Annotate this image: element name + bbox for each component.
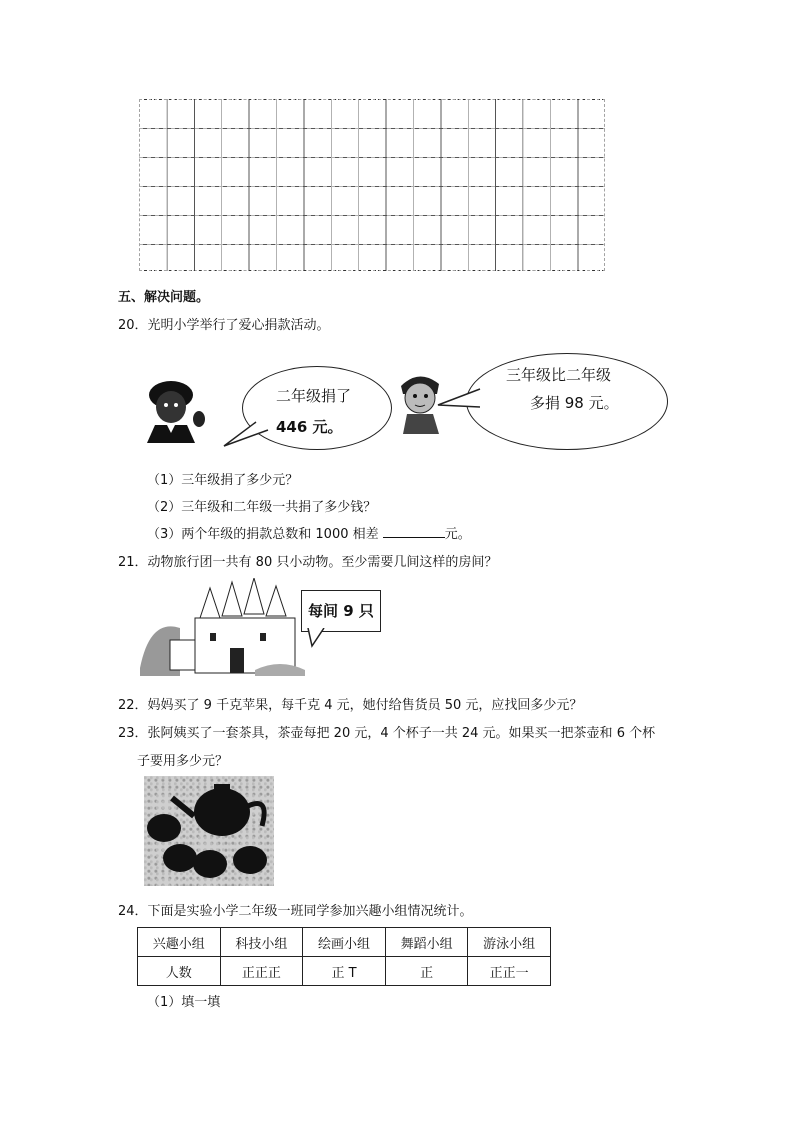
table-header-row [138, 928, 551, 957]
table-cell: 正 [385, 957, 468, 986]
tea-set-illustration [144, 776, 274, 886]
bubble-right-line1: 三年级比二年级 [506, 366, 612, 384]
castle-illustration [140, 578, 310, 678]
bubble-right-tail [436, 385, 482, 415]
bubble-left-line2: 446 元。 [276, 418, 343, 436]
sub3-suffix: 元。 [444, 527, 471, 542]
question-23-stem-line1: 23．张阿姨买了一套茶具，茶壶每把 20 元，4 个杯子一共 24 元。如果买一把茶壶和 6 个杯 [118, 726, 656, 741]
question-22-stem: 22．妈妈买了 9 千克苹果，每千克 4 元，她付给售货员 50 元，应找回多少元？ [118, 698, 583, 713]
question-20-sub2: （2）三年级和二年级一共捐了多少钱？ [147, 500, 377, 515]
table-header-cell: 游泳小组 [468, 928, 551, 957]
table-cell: 人数 [138, 957, 221, 986]
table-header-cell: 绘画小组 [303, 928, 386, 957]
question-20-sub1: （1）三年级捐了多少元？ [147, 473, 299, 488]
table-header-cell: 科技小组 [220, 928, 303, 957]
table-cell: 正正一 [468, 957, 551, 986]
question-24-stem: 24．下面是实验小学二年级一班同学参加兴趣小组情况统计。 [118, 904, 473, 919]
table-cell: 正 T [303, 957, 386, 986]
bubble-left-line1: 二年级捐了 [276, 387, 352, 405]
section-title: 五、解决问题。 [118, 290, 210, 305]
bubble-left-tail [220, 420, 270, 450]
table-header-cell: 舞蹈小组 [385, 928, 468, 957]
question-20-sub3 [147, 523, 471, 542]
table-cell: 正正正 [220, 957, 303, 986]
bubble-right-line2: 多捐 98 元。 [530, 394, 619, 412]
sub3-prefix: （3）两个年级的捐款总数和 1000 相差 [147, 527, 379, 542]
interest-group-table [137, 927, 551, 986]
sign-tail [304, 628, 328, 648]
writing-grid [139, 99, 605, 271]
question-23-stem-line2: 子要用多少元？ [137, 754, 229, 769]
question-20-stem: 20．光明小学举行了爱心捐款活动。 [118, 318, 330, 333]
girl-illustration [137, 375, 209, 443]
table-header-cell: 兴趣小组 [138, 928, 221, 957]
room-capacity-sign: 每间 9 只 [301, 590, 381, 632]
answer-blank[interactable] [383, 525, 445, 538]
question-24-sub1: （1）填一填 [147, 995, 221, 1010]
table-row [138, 957, 551, 986]
question-21-stem: 21．动物旅行团一共有 80 只小动物。至少需要几间这样的房间？ [118, 555, 498, 570]
